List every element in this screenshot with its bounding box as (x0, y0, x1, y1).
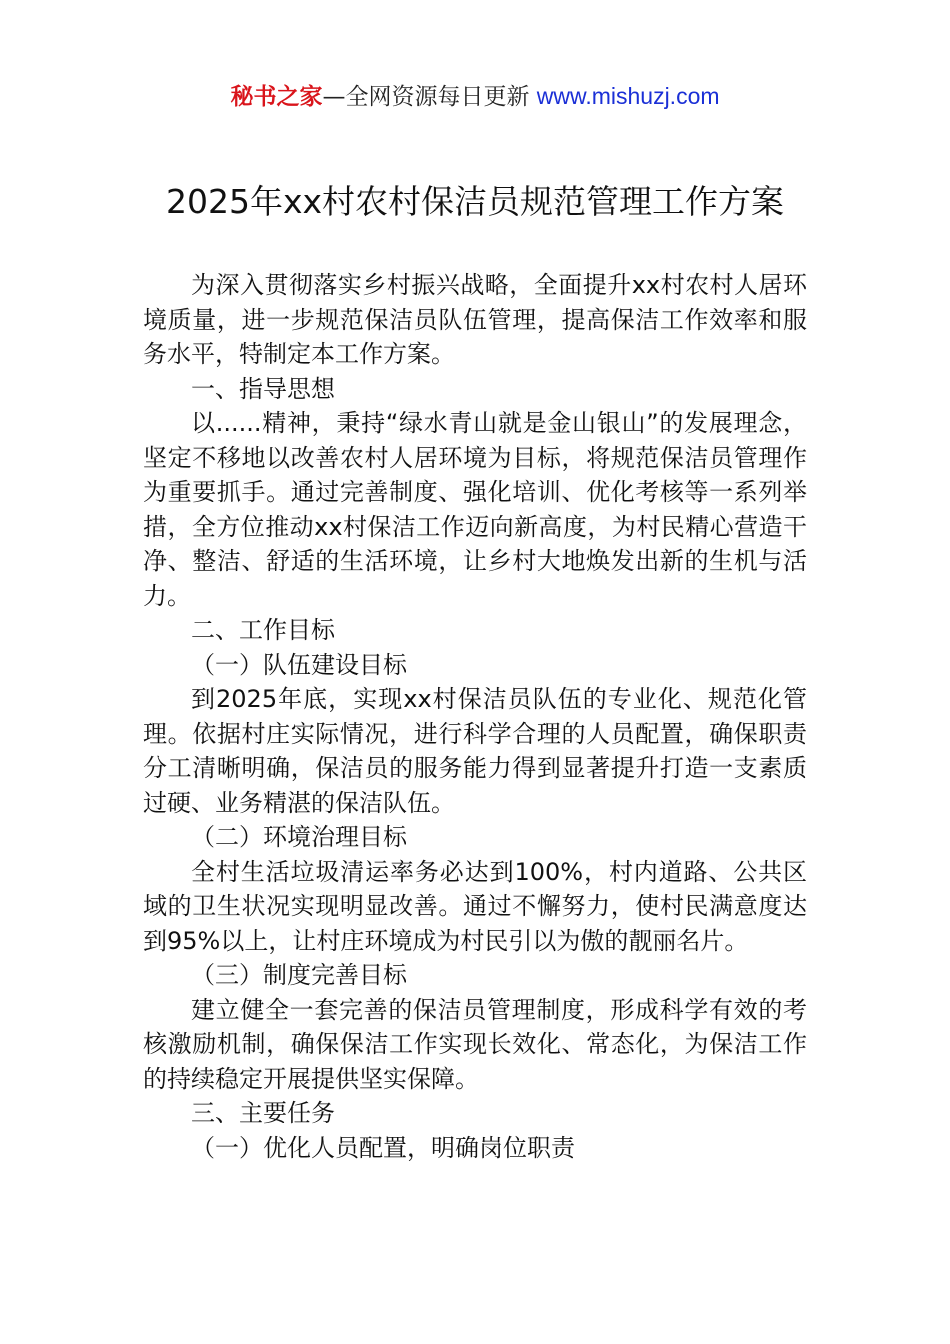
site-header (0, 80, 950, 113)
subsection-heading: （一）优化人员配置，明确岗位职责 (191, 1133, 575, 1162)
body-paragraph: 建立健全一套完善的保洁员管理制度，形成科学有效的考核激励机制，确保保洁工作实现长效化、常态化，为保洁工作的持续稳定开展提供坚实保障。 (143, 995, 807, 1093)
subsection-heading: （一）队伍建设目标 (191, 650, 407, 679)
section-heading: 三、主要任务 (191, 1099, 335, 1127)
subsection-heading: （三）制度完善目标 (191, 961, 407, 989)
site-url-link[interactable]: www.mishuzj.com (536, 83, 720, 109)
body-paragraph: 以......精神，秉持“绿水青山就是金山银山”的发展理念，坚定不移地以改善农村人居环境为目标，将规范保洁员管理作为重要抓手。通过完善制度、强化培训、优化考核等一系列举措，全方位推动xx村保洁工作迈向新高度，为村民精心营造干净、整洁、舒适的生活环境，让乡村大地焕发出新的生机与活力。 (143, 409, 807, 610)
body-paragraph: 到2025年底，实现xx村保洁员队伍的专业化、规范化管理。依据村庄实际情况，进行科学合理的人员配置，确保职责分工清晰明确，保洁员的服务能力得到显著提升打造一支素质过硬、业务精湛的保洁队伍。 (143, 685, 807, 817)
body-paragraph: 全村生活垃圾清运率务必达到100%，村内道路、公共区域的卫生状况实现明显改善。通过不懈努力，使村民满意度达到95%以上，让村庄环境成为村民引以为傲的靓丽名片。 (143, 857, 807, 955)
subsection-heading: （二）环境治理目标 (191, 823, 407, 851)
site-brand: 秘书之家 (230, 84, 323, 110)
section-heading: 一、指导思想 (191, 374, 335, 403)
document-title: 2025年xx村农村保洁员规范管理工作方案 (165, 182, 785, 221)
site-slogan: —全网资源每日更新 (322, 84, 537, 110)
intro-paragraph: 为深入贯彻落实乡村振兴战略，全面提升xx村农村人居环境质量，进一步规范保洁员队伍管理，提高保洁工作效率和服务水平，特制定本工作方案。 (143, 271, 807, 368)
section-heading: 二、工作目标 (191, 616, 335, 644)
document-body (143, 268, 807, 1165)
